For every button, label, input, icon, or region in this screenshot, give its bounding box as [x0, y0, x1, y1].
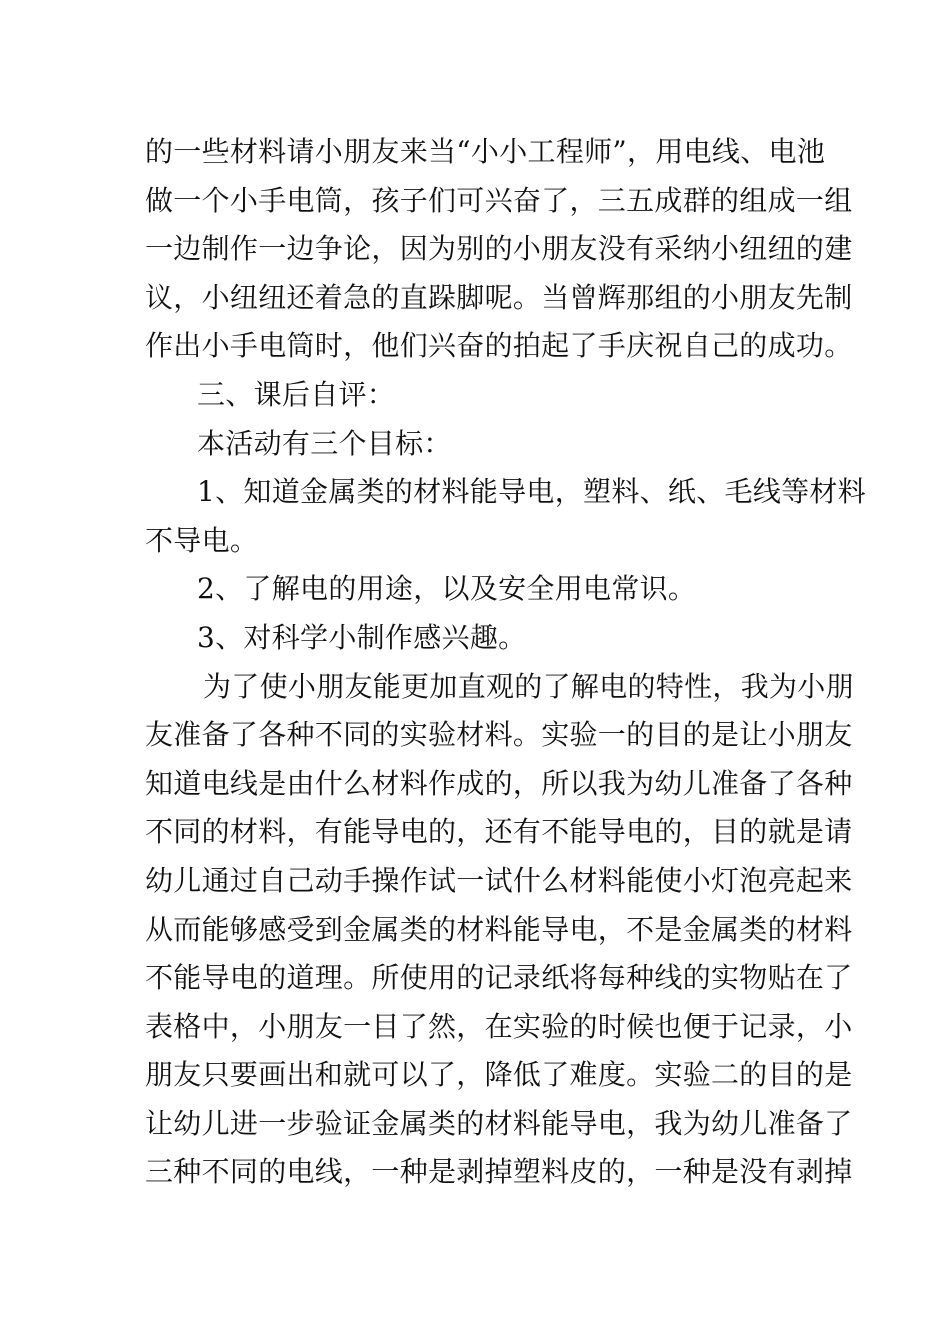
text-line: 本活动有三个目标： [197, 426, 452, 460]
list-item: 1、知道金属类的材料能导电，塑料、纸、毛线等材料 [197, 475, 867, 509]
text-line: 不能导电的道理。所使用的记录纸将每种线的实物贴在了 [145, 961, 853, 995]
text-line: 议，小纽纽还着急的直跺脚呢。当曾辉那组的小朋友先制 [145, 280, 853, 314]
text-line: 表格中，小朋友一目了然，在实验的时候也便于记录，小 [145, 1009, 853, 1043]
text-line: 三种不同的电线，一种是剥掉塑料皮的，一种是没有剥掉 [145, 1155, 853, 1189]
text-line: 不导电。 [145, 523, 259, 557]
list-item: 2、了解电的用途，以及安全用电常识。 [197, 572, 697, 606]
text-line: 做一个小手电筒，孩子们可兴奋了，三五成群的组成一组 [145, 183, 853, 217]
text-line: 朋友只要画出和就可以了，降低了难度。实验二的目的是 [145, 1058, 853, 1092]
text-line: 的一些材料请小朋友来当“小小工程师”，用电线、电池 [145, 135, 826, 168]
list-item: 3、对科学小制作感兴趣。 [197, 620, 527, 654]
text-line: 让幼儿进一步验证金属类的材料能导电，我为幼儿准备了 [145, 1106, 853, 1140]
text-line: 从而能够感受到金属类的材料能导电，不是金属类的材料 [145, 912, 853, 946]
body-text [145, 128, 867, 1197]
text-line: 友准备了各种不同的实验材料。实验一的目的是让小朋友 [145, 718, 853, 752]
text-line: 为了使小朋友能更加直观的了解电的特性，我为小朋 [203, 669, 854, 703]
text-line: 幼儿通过自己动手操作试一试什么材料能使小灯泡亮起来 [145, 863, 853, 897]
text-line: 知道电线是由什么材料作成的，所以我为幼儿准备了各种 [145, 766, 853, 800]
section-heading: 三、课后自评： [197, 377, 396, 411]
text-line: 一边制作一边争论，因为别的小朋友没有采纳小纽纽的建 [145, 232, 853, 266]
text-line: 作出小手电筒时，他们兴奋的拍起了手庆祝自己的成功。 [145, 329, 853, 363]
text-line: 不同的材料，有能导电的，还有不能导电的，目的就是请 [145, 815, 853, 849]
